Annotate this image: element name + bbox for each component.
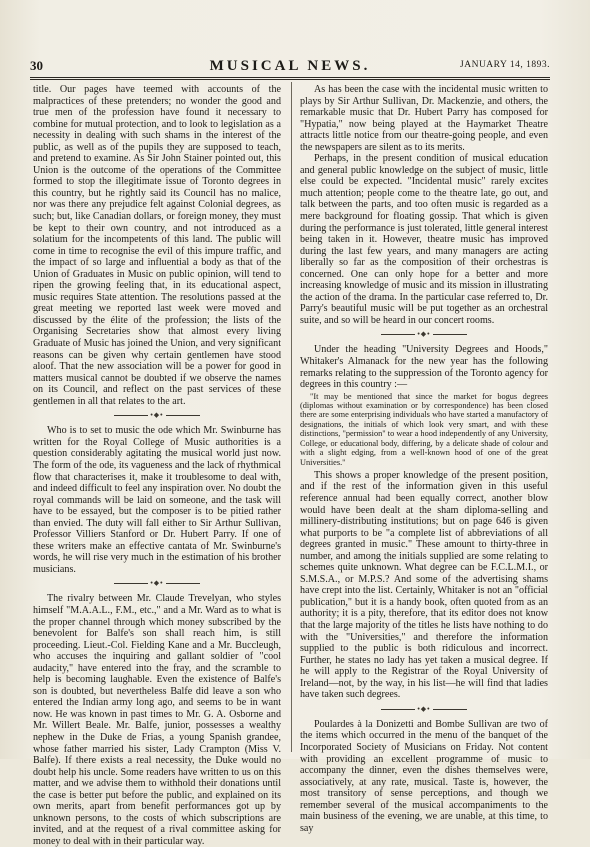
article-paragraph: Who is to set to music the ode which Mr. Swinburne has written for the Royal College of Music authorities is a question considerably agitating the musical world just now. The form of the ode, its vagueness and the lack of rhythmical flow that characterises it, make it troublesome to deal with, and indeed difficult to feel any inspiration over. No doubt the royal commands will be laid on someone, and the task will have to be essayed, but the composer is to be pitied rather than envied. The duty will fall either to Sir Arthur Sullivan, Professor Villiers Stanford or Dr. Hubert Parry. If one of these writers make an effective cantata of Mr. Swinburne's words, he will rise very much in the estimation of his brother musicians. xyxy=(33,425,281,575)
section-separator: •◆• xyxy=(300,330,548,339)
column-divider xyxy=(291,82,292,752)
section-separator: •◆• xyxy=(33,579,281,588)
article-paragraph: This shows a proper knowledge of the present position, and if the rest of the information given in this useful reference annual had been equally correct, another blow would have been dealt at the sham diploma-selling and millinery-distributing institutions; but on page 646 is given what purports to be "a complete list of abbreviations of all degrees granted in music." These amount to thirty-three in number, and among the initials supplied are some relating to schemes quite unknown. What degree can be F.C.L.M.I., or S.M.S.A., or M.P.S.? And some of the advertising shams have crept into the list. Certainly, Whitaker is not an "official publication," but it is a handy book, often quoted from as an authority; it is a pity, therefore, that its editor does not know that the large majority of the titles he lists have nothing to do with the "Universities," and therefore the information supplied to the public is both ridiculous and incorrect. Further, he states no lady has yet taken a musical degree. If he will apply to the Registrar of the Royal University of Ireland—not, by the way, in his list—he will find that ladies have taken such degrees. xyxy=(300,469,548,701)
section-separator: •◆• xyxy=(33,411,281,420)
section-separator: •◆• xyxy=(300,705,548,714)
article-paragraph: Poulardes à la Donizetti and Bombe Sullivan are two of the items which occurred in the menu of the banquet of the Incorporated Society of Musicians on Friday. Not content with providing an excellent programme of music to accompany the dinner, even the dishes themselves were, associatively, at any rate, musical. Taste is, however, the most transitory of sense perceptions, and though we remember several of the musical accompaniments to the main business of the evening, we are unable, at this time, to say xyxy=(300,718,548,834)
article-paragraph: As has been the case with the incidental music written to plays by Sir Arthur Sullivan, Dr. Mackenzie, and others, the remarkable music that Dr. Hubert Parry has composed for "Hypatia," now being played at the Haymarket Theatre attracts little notice from our theatre-going people, and even the newspapers are silent as to its merits. xyxy=(300,84,548,153)
block-quotation: "It may be mentioned that since the market for bogus degrees (diplomas without examination or by correspondence) has been closed there are some enterprising individuals who have started a manufactory of designations, the initials of which look very smart, and with these distinctions, "permission" to wear a hood independently of any University, College, or educational body, differing, by a delicate shade of colour and with a slight edging, from a well-known hood of one of the great Universities." xyxy=(300,391,548,467)
article-paragraph: The rivalry between Mr. Claude Trevelyan, who styles himself "M.A.A.L., F.M., etc.," and a Mr. Ward as to what is the proper channel through which money subscribed by the benevolent for Balfe's son shall reach him, is still proceeding. Lieut.-Col. Fielding Kane and a Mr. Buccleugh, who accuses the inquiring and gallant soldier of "cool audacity," have entered into the fray, and the scramble to help is becoming laughable. Even the existence of Balfe's son is doubted, but nevertheless Balfe did leave a son who entered the Indian army long ago, and seems to be in want now. He was known in past times to Mr. G. A. Osborne and Mr. Willert Beale. Mr. Balfe, junior, possesses a wealthy nephew in the Duke de Frias, a young Spanish grandee, whose father married his sister, Lady Crampton (Miss V. Balfe). If there exists a real necessity, the Duke would no doubt help his uncle. Some readers have written to us on this matter, and we advise them to withhold their donations until the case is better put before the public, and explained on its own merits, apart from benefit performances got up by unknown persons, to the costs of which subscriptions are invited, and at the request of a rival committee asking for money to deal with in their particular way. xyxy=(33,593,281,847)
issue-date: JANUARY 14, 1893. xyxy=(460,60,550,70)
publication-title: MUSICAL NEWS. xyxy=(209,58,371,74)
page-header xyxy=(30,58,550,76)
article-paragraph: Under the heading "University Degrees and Hoods," Whitaker's Almanack for the new year has the following remarks relating to the suppression of the Toronto agency for degrees in this country :— xyxy=(300,344,548,391)
header-rule-double xyxy=(30,79,550,80)
page-number: 30 xyxy=(30,58,43,73)
left-column xyxy=(33,84,281,847)
article-paragraph: title. Our pages have teemed with accounts of the malpractices of these pretenders; no wonder the good and true men of the profession have found it necessary to combine for mutual protection, and to look to legislation as a necessity in dealing with such shams in the interest of the public, as well as of the pupils they are supposed to teach, and pretend to examine. As Sir John Stainer pointed out, this Union is the outcome of the operations of the Committee formed to stop the illegitimate issue of Toronto degrees in this country, but he rightly said its Council has no malice, nor was there any prejudice felt against Colonial degrees, as such; but, like Canadian dollars, or foreign money, they must be kept to their own country, and not introduced as a solatium for the incompetents of this land. The public will come in time to recognise the evil of this impure traffic, and the impact of so large and influential a body as that of the Union of Graduates in Music on public opinion, will tend to ripen the growing feeling that, in its educational aspect, music requires State attention. The resolutions passed at the great meeting we reported last week were moved and discussed by the élite of the profession; the lists of the Organising Secretaries show that almost every living Graduate of Music has joined the Union, and very significant reasons can be given why certain gentlemen have stood aloof. That the new association will be a power for good in matters musical cannot be doubted if we observe the names on its Council, and reflect on the past services of these gentlemen in all that relates to the art. xyxy=(33,84,281,407)
article-paragraph: Perhaps, in the present condition of musical education and general public knowledge on the subject of music, little else could be expected. "Incidental music" rarely excites much attention; people come to the theatre late, go out, and talk between the parts, and too often music is regarded as a mere background for floating gossip. That which is given during the performance is just tolerated, little general interest being taken in it. However, theatre music has improved during the last few years, and many managers are acting liberally so far as the composition of their orchestras is concerned. One can only hope for a better and more increasing knowledge of music and its mission in illustrating the action of the drama. In the particular case referred to, Dr. Parry's beautiful music will be put together as an orchestral suite, and so will be heard in our concert rooms. xyxy=(300,153,548,326)
header-rule xyxy=(30,77,550,78)
right-column xyxy=(300,84,548,834)
